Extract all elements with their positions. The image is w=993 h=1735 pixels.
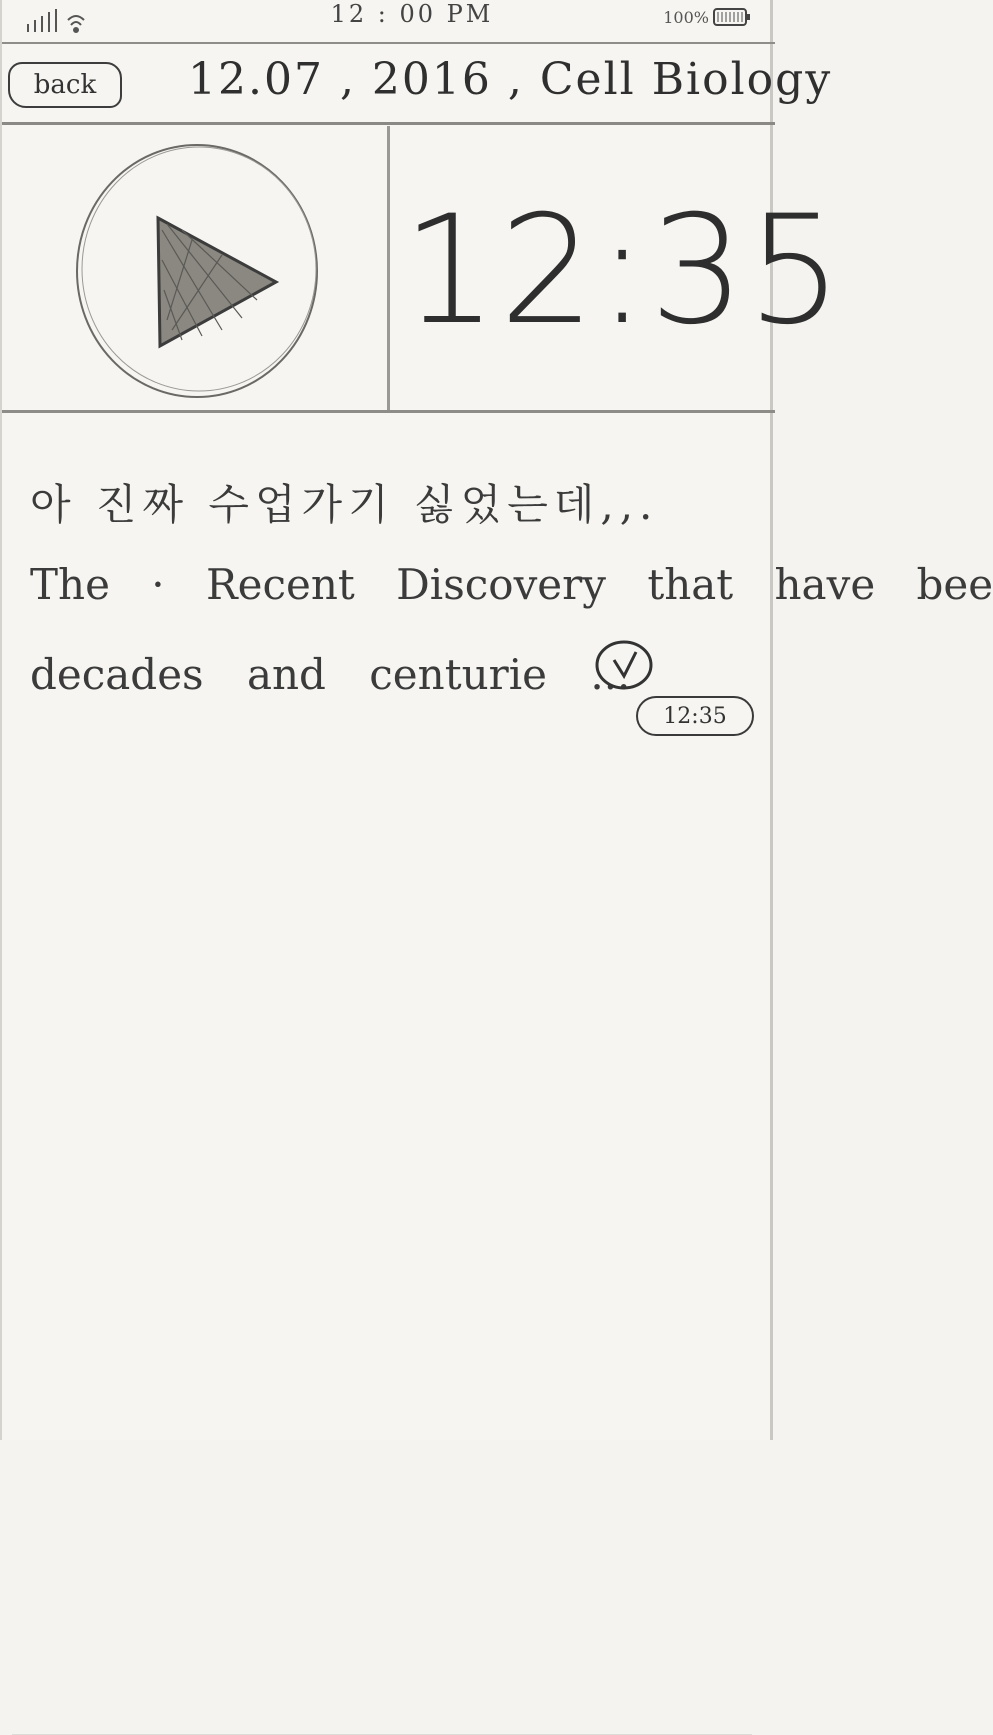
note-line: The · Recent Discovery that have bee [30,560,993,609]
recording-player [2,126,845,413]
play-button[interactable] [72,140,322,402]
elapsed-timer: 12:35 [402,184,845,358]
status-bar [2,0,775,44]
play-icon [158,218,276,346]
player-divider [387,126,390,410]
signal-strength-icon [24,6,84,34]
back-button[interactable]: back [8,62,122,108]
timestamp-badge[interactable]: 12:35 [636,696,754,736]
status-time: 12 : 00 PM [330,0,494,28]
note-line: decades and centurie ... [30,650,631,699]
check-circle-icon[interactable] [594,638,654,692]
notes-area[interactable] [2,430,993,1440]
header-bar [2,44,833,125]
battery-indicator [663,6,751,28]
wifi-icon [68,16,84,32]
note-line: 아 진짜 수업가기 싫었는데,,. [30,480,659,529]
battery-icon [713,6,751,28]
page-title: 12.07 , 2016 , Cell Biology [188,54,833,105]
battery-percent: 100% [663,7,709,27]
